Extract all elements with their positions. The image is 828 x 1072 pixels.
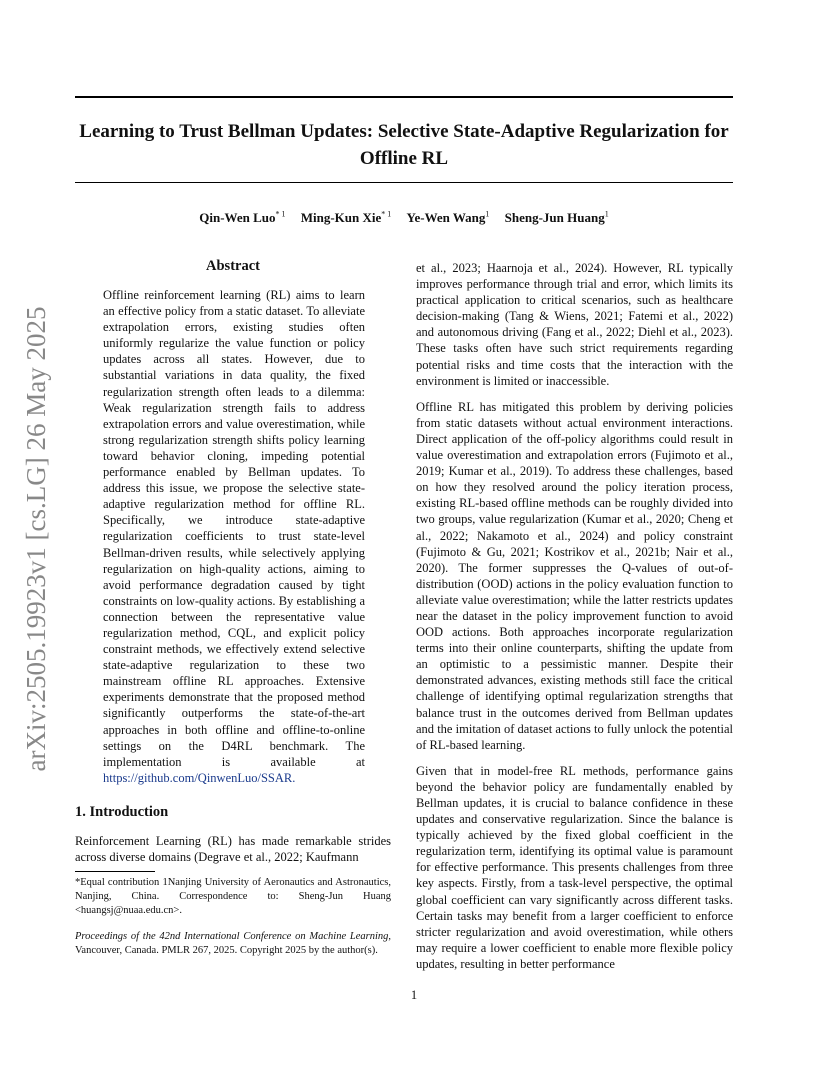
footnote-rule <box>75 871 155 872</box>
right-paragraph: Offline RL has mitigated this problem by deriving policies from static datasets without actual environment interactions. Direct application of the off-policy algorithms could result in value overestimation and extrapolation errors (Fujimoto et al., 2019; Kumar et al., 2019). To address these challenges, based on how they resolved around the policy iteration process, existing RL-based offline methods can be roughly divided into two groups, value regularization (Kumar et al., 2020; Cheng et al., 2022; Nakamoto et al., 2024) and policy constraint (Fujimoto & Gu, 2021; Kostrikov et al., 2021b; Nair et al., 2020). The former suppresses the Q-values of out-of-distribution (OOD) actions in the policy evaluation function to alleviate value overestimation; while the latter restricts updates near the dataset in the policy improvement function to avoid OOD actions. Both approaches incorporate regularization terms into their online counterparts, shifting the update from an optimistic to a pessimistic manner. Despite their demonstrated advances, existing methods still face the critical challenge of identifying optimal regularization strengths that balance trust in the outcomes derived from Bellman updates and the imitation of dataset actions to fully unlock the potential of RL-based learning. <box>416 399 733 752</box>
author-4: Sheng-Jun Huang$^1$ <box>504 210 609 226</box>
author-2: Ming-Kun Xie$^{* 1}$ <box>300 210 392 226</box>
page-number: 1 <box>410 988 418 1002</box>
proceedings-details: , Vancouver, Canada. PMLR 267, 2025. Copyright 2025 by the author(s). <box>75 931 391 956</box>
abstract-body <box>103 287 365 786</box>
proceedings-venue: Proceedings of the 42nd International Conference on Machine Learning <box>75 931 389 942</box>
author-3: Ye-Wen Wang$^1$ <box>406 210 490 226</box>
top-rule <box>75 96 733 98</box>
author-1: Qin-Wen Luo$^{* 1}$ <box>199 210 286 226</box>
section-heading-introduction: 1. Introduction <box>75 804 169 820</box>
right-column <box>416 260 733 982</box>
right-paragraph: Given that in model-free RL methods, performance gains beyond the behavior policy are fundamentally enabled by Bellman updates, it is crucial to balance confidence in these updates and conservative regularization. Since the balance is typically achieved by the fixed global coefficient in the regularization term, identifying its optimal value is paramount for effective performance. This presents challenges from three key aspects. Firstly, from a task-level perspective, the optimal global coefficient can vary significantly across different tasks. Certain tasks may benefit from a larger coefficient to enforce stricter regularization and avoid overestimation, while others may require a lower coefficient to enable more flexible policy updates, resulting in better performance <box>416 763 733 971</box>
paper-title: Learning to Trust Bellman Updates: Selective State-Adaptive Regularization for Offline RL <box>79 121 729 169</box>
arxiv-identifier: arXiv:2505.19923v1 [cs.LG] 26 May 2025 <box>21 306 51 772</box>
abstract-text: Offline reinforcement learning (RL) aims to learn an effective policy from a static dataset. To alleviate extrapolation errors, existing studies often uniformly regularize the value function or policy updates across all states. However, due to substantial variations in data quality, the fixed regularization strength often leads to a dilemma: Weak regularization strength fails to address extrapolation errors and value overestimation, while strong regularization strength shifts policy learning toward behavior cloning, impeding potential performance enabled by Bellman updates. To address this issue, we propose the selective state-adaptive regularization method for offline RL. Specifically, we introduce state-adaptive regularization coefficients to trust state-level Bellman-driven results, while selectively applying regularization on high-quality actions, aiming to avoid performance degradation caused by tight constraints on low-quality actions. By establishing a connection between the representative value regularization method, CQL, and explicit policy constraint methods, we effectively extend selective state-adaptive regularization to these two mainstream offline RL approaches. Extensive experiments demonstrate that the proposed method significantly outperforms the state-of-the-art approaches in both offline and offline-to-online settings on the D4RL benchmark. The implementation is available at <box>103 288 365 769</box>
code-link[interactable]: https://github.com/QinwenLuo/SSAR. <box>103 770 296 785</box>
author-list <box>75 210 733 226</box>
title-bottom-rule <box>75 182 733 183</box>
footnote: *Equal contribution 1Nanjing University of Aeronautics and Astronautics, Nanjing, China. Correspondence to: Sheng-Jun Huang <huangsj@nuaa.edu.cn>. <box>75 877 391 916</box>
right-paragraph: et al., 2023; Haarnoja et al., 2024). However, RL typically improves performance through trial and error, which limits its practical application to critical scenarios, such as healthcare decision-making (Tang & Wiens, 2021; Fatemi et al., 2022) and autonomous driving (Fang et al., 2022; Diehl et al., 2023). These tasks often have such strict requirements regarding potential risks and time costs that the interaction with the environment is limited or inaccessible. <box>416 261 733 388</box>
introduction-paragraph: Reinforcement Learning (RL) has made remarkable strides across diverse domains (Degrave et al., 2022; Kaufmann <box>75 834 391 865</box>
arxiv-sidebar <box>21 300 63 780</box>
proceedings-note <box>75 930 391 958</box>
abstract-heading: Abstract <box>206 258 260 274</box>
